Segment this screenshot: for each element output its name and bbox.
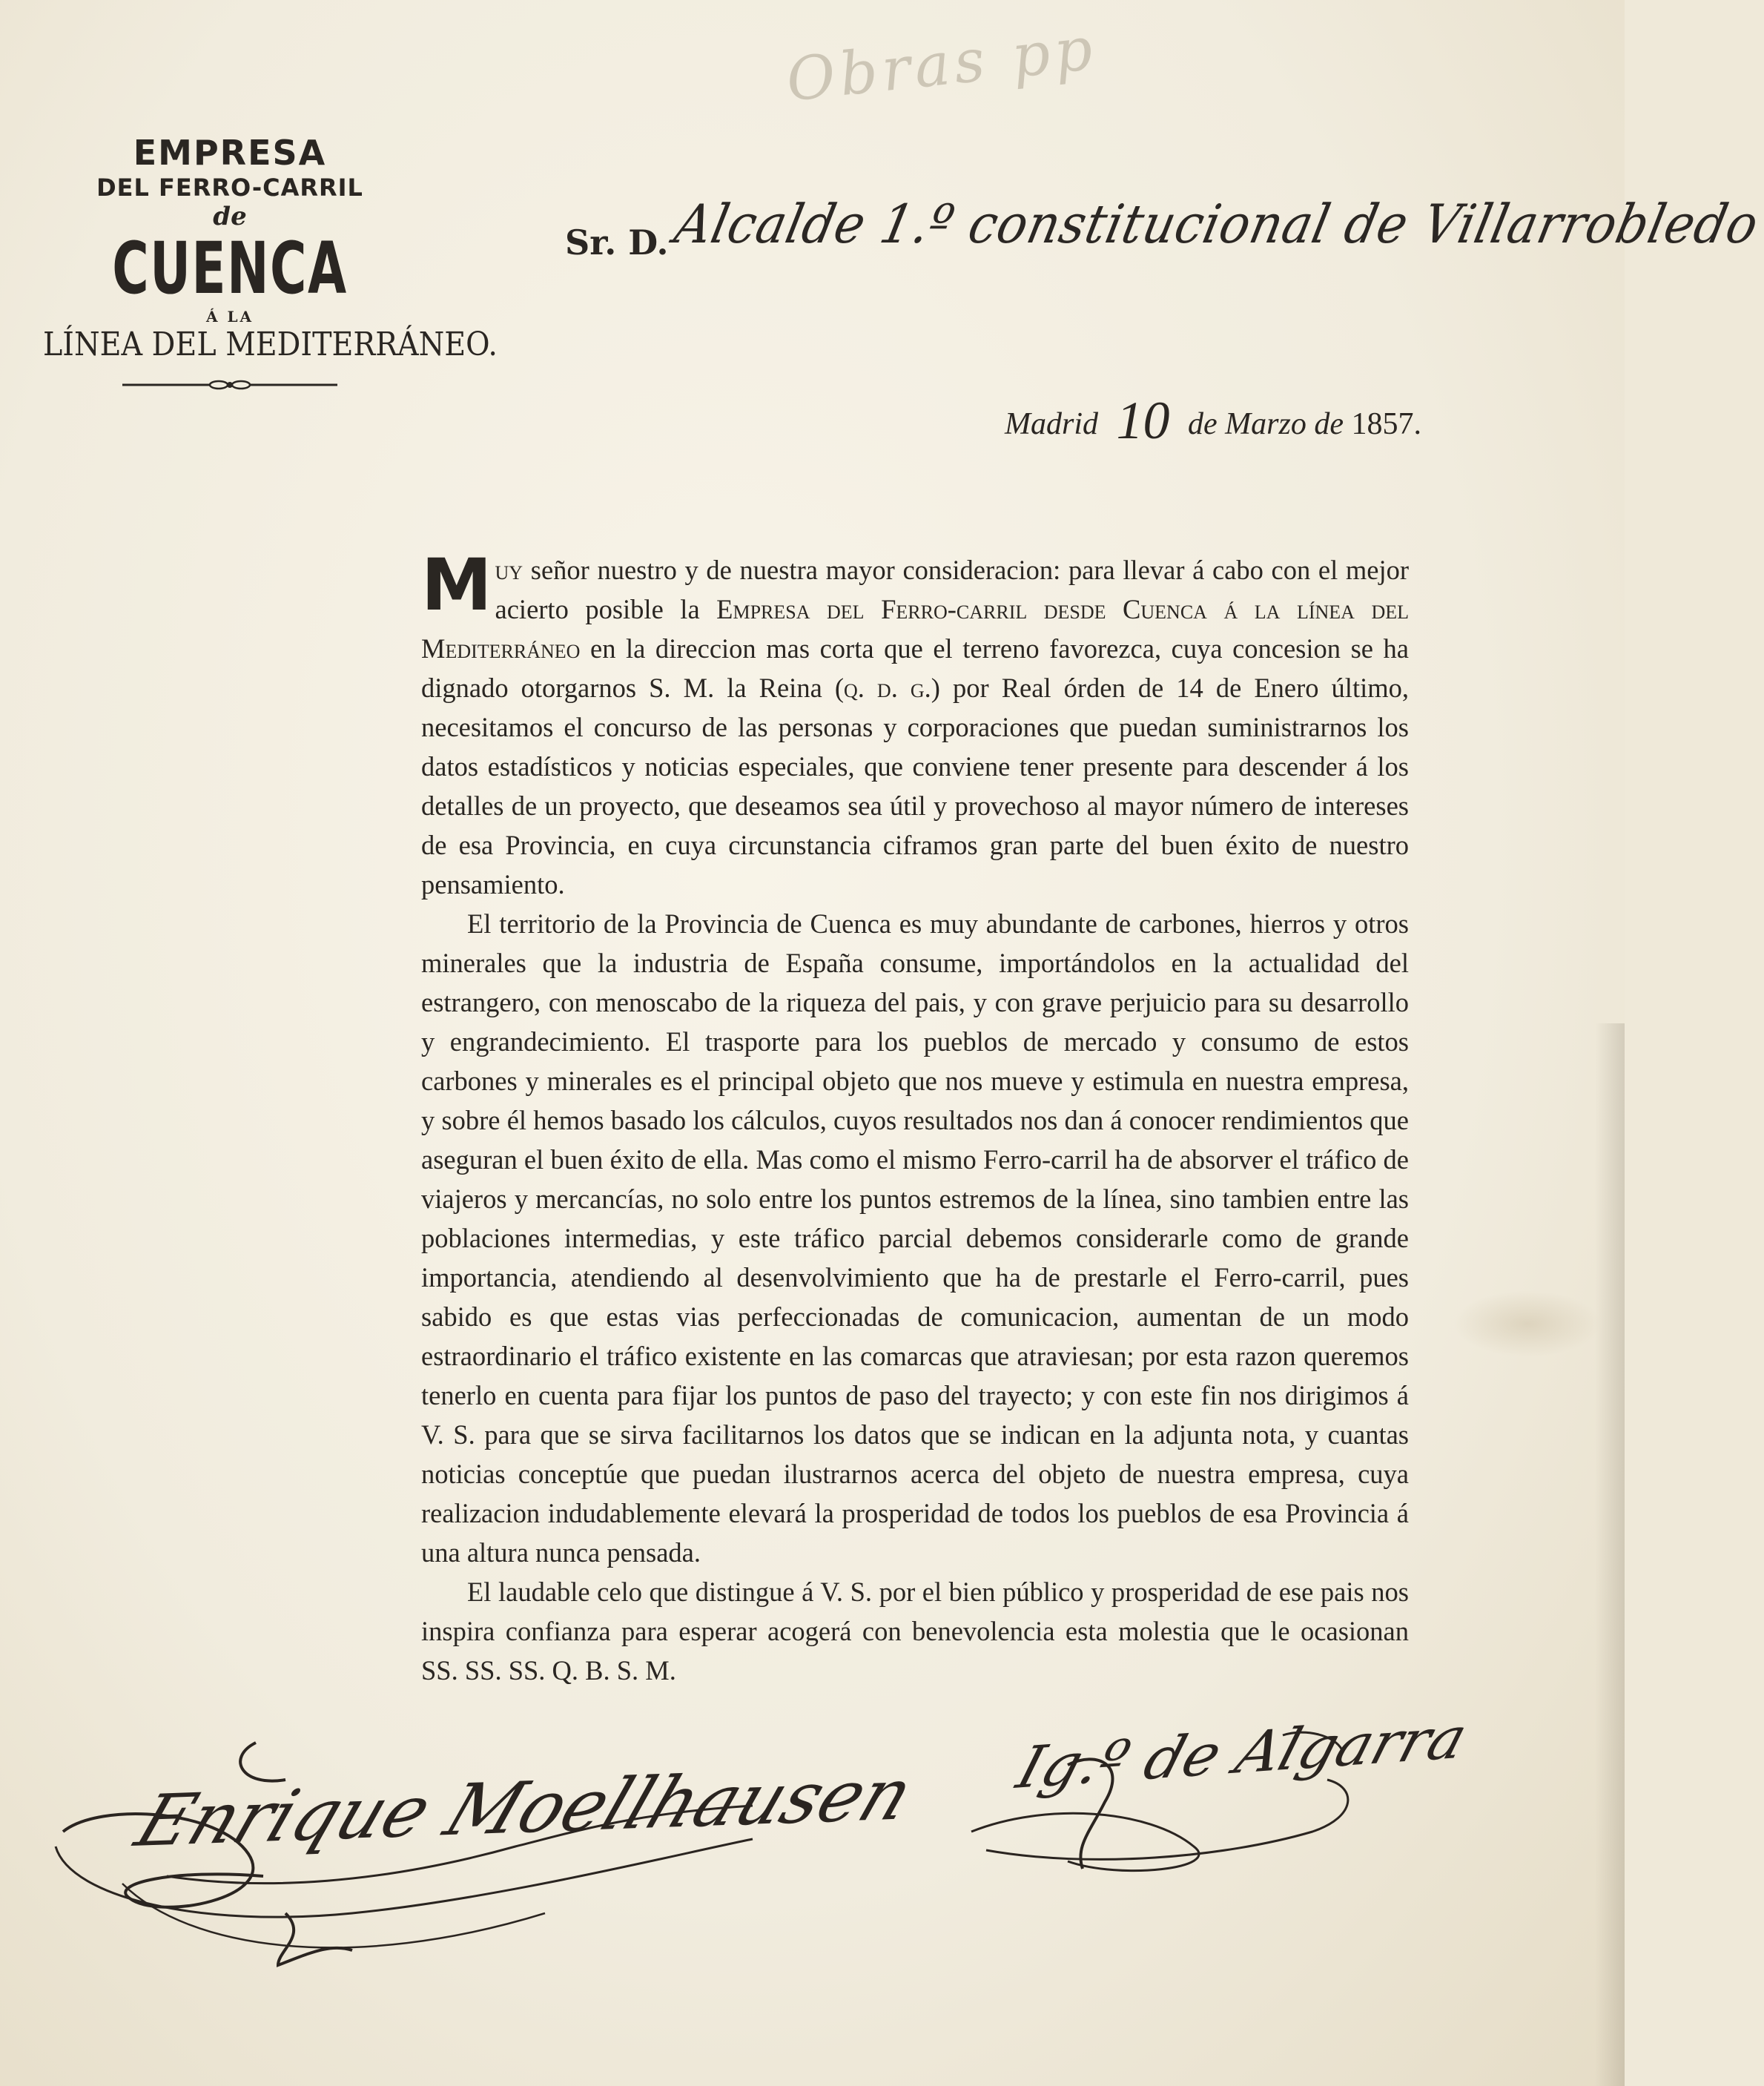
- date-day: 10: [1116, 391, 1170, 450]
- paper-stain: [1453, 1290, 1602, 1357]
- p1-lead: uy: [495, 555, 523, 585]
- letter-date: [1005, 386, 1421, 450]
- letterhead-a-la: Á LA: [205, 307, 254, 326]
- signature-right: Ig.º de Algarra: [1009, 1705, 1475, 1802]
- pencil-note: Obras pp: [783, 13, 1100, 115]
- page-edge-shadow: [1595, 1023, 1625, 2086]
- addressee-salutation: Sr. D.: [565, 222, 669, 263]
- letterhead-linea: LÍNEA DEL MEDITERRÁNEO.: [43, 325, 498, 363]
- letterhead-cuenca: CUENCA: [112, 226, 348, 310]
- date-place: Madrid: [1005, 407, 1098, 441]
- p1-text-b: en la direccion mas corta que el terreno favorezca, cuya concesion se ha dignado otorgarnos S. M. la Reina (: [421, 633, 1409, 703]
- signature-left: Enrique Moellhausen: [125, 1752, 925, 1863]
- paragraph-2: El territorio de la Provincia de Cuenca es muy abundante de carbones, hierros y otros minerales que la industria de España consume, importándolos en la actualidad del estrangero, con menoscabo de la riqueza del pais, y con grave perjuicio para su desarrollo y engrandecimiento. El trasporte para los pueblos de mercado y consumo de estos carbones y minerales es el principal objeto que nos mueve y estimula en nuestra empresa, y sobre él hemos basado los cálculos, cuyos resultados nos dan á conocer rendimientos que aseguran el buen éxito de ella. Mas como el mismo Ferro-carril ha de absorver el tráfico de viajeros y mercancías, no solo entre los puntos estremos de la línea, sino tambien entre las poblaciones intermedias, y este tráfico parcial debemos considerarle como de grande importancia, atendiendo al desenvolvimiento que ha de prestarle el Ferro-carril, pues sabido es que estas vias perfeccionadas de comunicacion, aumentan de un modo estraordinario el tráfico existente en las comarcas que atraviesan; por esta razon queremos tenerlo en cuenta para fijar los puntos de paso del trayecto; y con este fin nos dirigimos á V. S. para que se sirva facilitarnos los datos que se indican en la adjunta nota, y cuantas noticias conceptúe que puedan ilustrarnos acerca del objeto de nuestra empresa, cuya realizacion indudablemente elevará la prosperidad de todos los pueblos de esa Provincia á una altura nunca pensada.: [421, 908, 1409, 1568]
- addressee-handwritten: Alcalde 1.º constitucional de Villarrobledo: [670, 193, 1764, 255]
- letterhead-de: de: [213, 202, 247, 232]
- drop-cap: M: [421, 544, 492, 627]
- p1-company-name: Empresa del Ferro-carril desde Cuenca á la línea del Mediterráneo: [421, 594, 1409, 664]
- p1-text-c: ) por Real órden de 14 de Enero último, necesitamos el concurso de las personas y corporaciones que puedan suministrarnos los datos estadísticos y noticias especiales, que conviene tener presente para descender á los detalles de un proyecto, que deseamos sea útil y provechoso al mayor número de intereses de esa Provincia, en cuya circunstancia ciframos gran parte del buen éxito de nuestro pensamiento.: [421, 673, 1409, 900]
- ornament-rule-icon: [122, 379, 337, 391]
- p1-qdg: q. d. g.: [843, 673, 931, 703]
- signature-left-flourish-icon: [41, 1728, 827, 1973]
- paragraph-3: El laudable celo que distingue á V. S. por el bien público y prosperidad de ese pais nos inspira confianza para esperar acogerá con benevolencia esta molestia que le ocasionan SS. SS. SS. Q. B. S. M.: [421, 1577, 1409, 1686]
- paragraph-1: [421, 544, 1409, 904]
- p1-text-a: señor nuestro y de nuestra mayor consideracion: para llevar á cabo con el mejor acierto posible la: [495, 555, 1409, 624]
- letterhead: [22, 133, 498, 391]
- letterhead-empresa: EMPRESA: [133, 133, 327, 173]
- addressee: [565, 178, 1764, 274]
- date-year: 1857.: [1351, 407, 1421, 441]
- letterhead-ferrocarril: DEL FERRO-CARRIL: [96, 173, 363, 202]
- signature-right-flourish-icon: [957, 1720, 1372, 1884]
- letter-body: [421, 544, 1409, 1690]
- date-month: de Marzo de: [1188, 407, 1344, 441]
